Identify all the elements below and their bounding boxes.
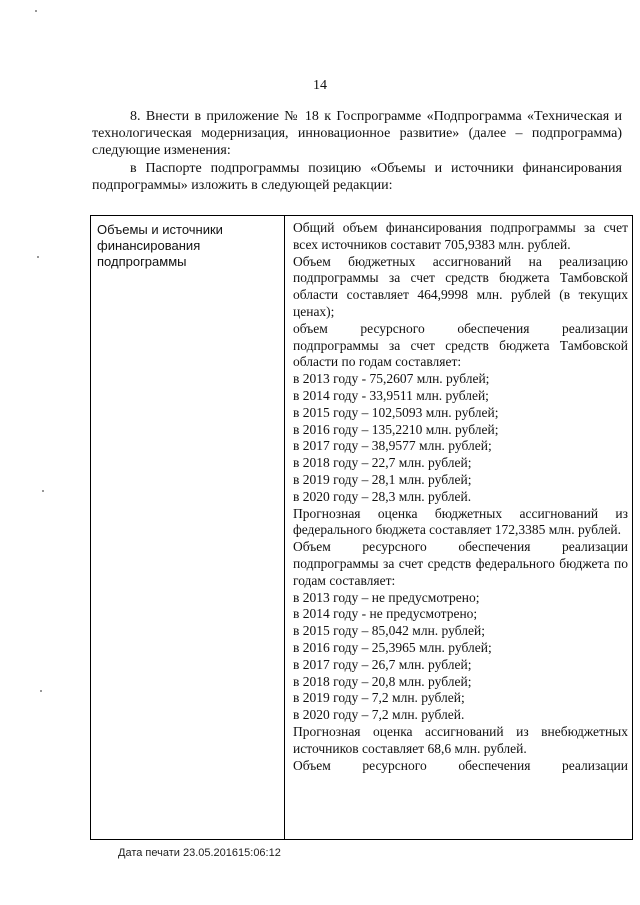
list-item: в 2014 году - не предусмотрено;: [293, 606, 478, 622]
continued-line: Объем ресурсного обеспечения реализации: [293, 757, 628, 773]
list-item: в 2016 году – 135,2210 млн. рублей;: [293, 421, 499, 437]
scan-speck: [37, 256, 39, 258]
list-item: в 2020 году – 28,3 млн. рублей.: [293, 488, 472, 504]
table-row: [91, 216, 633, 840]
list-item: в 2018 году – 20,8 млн. рублей;: [293, 673, 472, 689]
table-label-cell: [91, 216, 285, 840]
intro-paragraph-1: 8. Внести в приложение № 18 к Госпрограмме «Подпрограмма «Техническая и технологическая модернизация, инновационное развитие» (далее – подпрограмма) следующие изменения:: [92, 109, 622, 158]
federal-intro: Объем ресурсного обеспечения реализации подпрограммы за счет средств федерального бюджета по годам составляет:: [293, 539, 628, 588]
extrabudgetary-estimate: Прогнозная оценка ассигнований из внебюджетных источников составляет 68,6 млн. рублей.: [293, 723, 628, 756]
list-item: в 2014 году - 33,9511 млн. рублей;: [293, 387, 489, 403]
list-item: в 2019 году – 7,2 млн. рублей;: [293, 690, 465, 706]
list-item: в 2013 году – не предусмотрено;: [293, 589, 480, 605]
regional-intro: объем ресурсного обеспечения реализации подпрограммы за счет средств бюджета Тамбовской области по годам составляет:: [293, 320, 628, 370]
list-item: в 2013 году - 75,2607 млн. рублей;: [293, 371, 490, 387]
list-item: в 2015 году – 102,5093 млн. рублей;: [293, 404, 499, 420]
regional-total: Объем бюджетных ассигнований на реализацию подпрограммы за счет средств бюджета Тамбовской области составляет 464,9998 млн. рублей (в текущих ценах);: [293, 253, 628, 319]
list-item: в 2015 году – 85,042 млн. рублей;: [293, 623, 485, 639]
scan-speck: [40, 690, 42, 692]
table-label: Объемы и источники финансирования подпрограммы: [97, 222, 223, 269]
intro-paragraph-2: в Паспорте подпрограммы позицию «Объемы и источники финансирования подпрограммы» изложить в следующей редакции:: [92, 161, 622, 193]
list-item: в 2016 году – 25,3965 млн. рублей;: [293, 639, 492, 655]
list-item: в 2020 году – 7,2 млн. рублей.: [293, 707, 465, 723]
list-item: в 2018 году – 22,7 млн. рублей;: [293, 455, 472, 471]
total-financing: Общий объем финансирования подпрограммы за счет всех источников составит 705,9383 млн. рублей.: [293, 220, 628, 252]
print-date: Дата печати 23.05.201615:06:12: [118, 847, 281, 859]
passport-table: [90, 215, 633, 840]
table-content-cell: [285, 216, 633, 840]
list-item: в 2019 году – 28,1 млн. рублей;: [293, 471, 472, 487]
scan-speck: [42, 490, 44, 492]
regional-years-list: [293, 371, 628, 505]
federal-years-list: [293, 590, 628, 724]
scan-speck: [35, 10, 37, 12]
list-item: в 2017 году – 26,7 млн. рублей;: [293, 656, 472, 672]
list-item: в 2017 году – 38,9577 млн. рублей;: [293, 438, 492, 454]
federal-total: Прогнозная оценка бюджетных ассигнований из федерального бюджета составляет 172,3385 млн. рублей.: [293, 505, 628, 538]
page-number: 14: [313, 78, 327, 93]
